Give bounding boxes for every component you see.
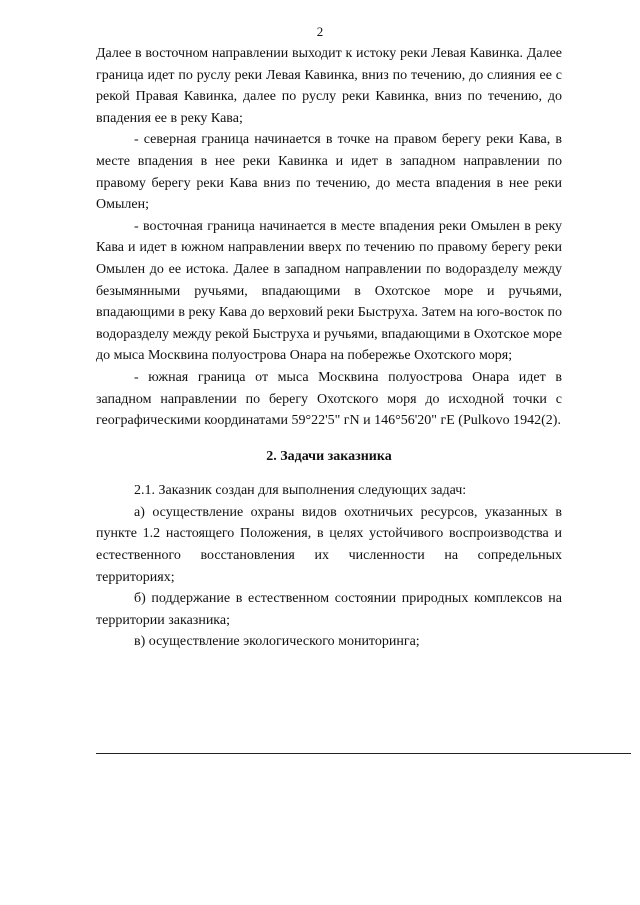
paragraph-task-b: б) поддержание в естественном состоянии природных комплексов на территории заказника;: [96, 591, 562, 628]
paragraph-northern-boundary: - северная граница начинается в точке на правом берегу реки Кава, в месте впадения в нее реки Кавинка и идет в западном направлении по правому берегу реки Кава вниз по течению, до места впадения в нее реки Омылен;: [96, 132, 562, 213]
paragraph-task-a: а) осуществление охраны видов охотничьих ресурсов, указанных в пункте 1.2 настоящего Положения, в целях устойчивого воспроизводства и естественного восстановления их численности на сопредельных территориях;: [96, 504, 562, 585]
page-number: 2: [316, 24, 324, 39]
paragraph-eastern-boundary: - восточная граница начинается в месте впадения реки Омылен в реку Кава и идет в южном направлении вверх по течению по правому берегу реки Омылен до ее истока. Далее в западном направлении по водоразделу между безымянными ручьями, впадающими в Охотское море и ручьями, впадающими в реку Кава до верховий реки Быструха. Затем на юго-восток по водоразделу между рекой Быструха и ручьями, впадающими в Охотское море до мыса Москвина полуострова Онара на побережье Охотского моря;: [96, 218, 562, 364]
footer-divider: [96, 753, 631, 754]
document-body: [96, 43, 562, 653]
paragraph-task-c: в) осуществление экологического мониторинга;: [134, 634, 420, 650]
section-title: 2. Задачи заказника: [266, 448, 392, 464]
paragraph-southern-boundary: - южная граница от мыса Москвина полуострова Онара идет в западном направлении по берегу Охотского моря до исходной точки с географическими координатами 59°22'5" гN и 146°56'20" гE (Pulkovo 1942(2).: [96, 369, 562, 429]
paragraph-tasks-intro: 2.1. Заказник создан для выполнения следующих задач:: [134, 483, 467, 499]
paragraph-boundary-continuation: Далее в восточном направлении выходит к истоку реки Левая Кавинка. Далее граница идет по руслу реки Левая Кавинка, вниз по течению, до слияния ее с рекой Правая Кавинка, далее по руслу реки Кавинка, вниз по течению, до впадения ее в реку Кава;: [96, 46, 562, 126]
